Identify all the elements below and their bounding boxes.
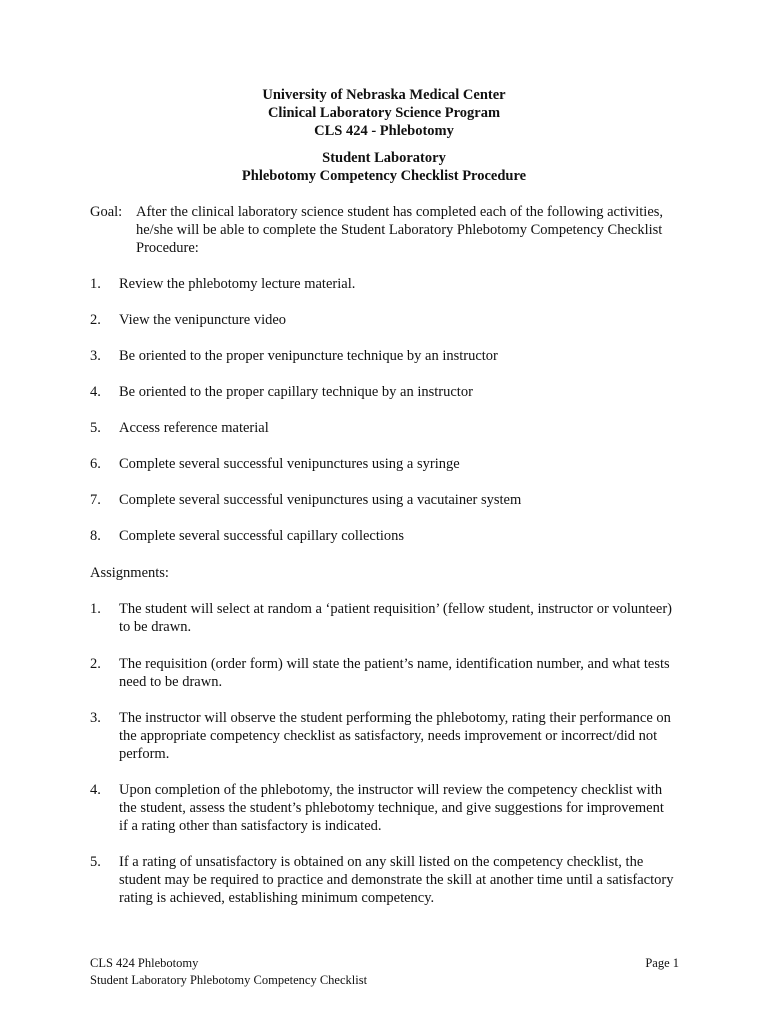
step-number: 2. — [90, 312, 101, 328]
assignment-number: 3. — [90, 710, 101, 726]
institution-name: University of Nebraska Medical Center — [262, 87, 506, 103]
step-number: 4. — [90, 384, 101, 400]
step-text: Be oriented to the proper capillary technique by an instructor — [119, 384, 473, 400]
title-line-1: Student Laboratory — [322, 150, 446, 166]
assignment-number: 2. — [90, 656, 101, 672]
assignments-heading: Assignments: — [90, 565, 169, 581]
footer-course: CLS 424 Phlebotomy — [90, 956, 199, 970]
step-number: 6. — [90, 456, 101, 472]
title-line-2: Phlebotomy Competency Checklist Procedure — [241, 168, 527, 184]
step-number: 1. — [90, 276, 101, 292]
page-number: Page 1 — [645, 956, 679, 970]
assignment-text: Upon completion of the phlebotomy, the instructor will review the competency checklist with the student, assess the student’s phlebotomy technique, and give suggestions for improvement if a rating other than satisfactory is indicated. — [119, 782, 664, 834]
footer — [90, 955, 367, 989]
step-text: Complete several successful venipunctures using a syringe — [119, 456, 460, 472]
document-title — [0, 149, 768, 185]
step-text: Review the phlebotomy lecture material. — [119, 276, 356, 292]
assignment-number: 1. — [90, 601, 101, 617]
assignment-text: The requisition (order form) will state the patient’s name, identification number, and what tests need to be drawn. — [119, 656, 670, 690]
program-name: Clinical Laboratory Science Program — [267, 105, 501, 121]
footer-document: Student Laboratory Phlebotomy Competency Checklist — [90, 973, 368, 987]
goal-text: After the clinical laboratory science student has completed each of the following activities, he/she will be able to complete the Student Laboratory Phlebotomy Competency Checklist Procedure: — [136, 204, 664, 256]
step-number: 5. — [90, 420, 101, 436]
step-text: View the venipuncture video — [119, 312, 287, 328]
step-text: Complete several successful venipunctures using a vacutainer system — [119, 492, 522, 508]
assignment-text: The instructor will observe the student performing the phlebotomy, rating their performance on the appropriate competency checklist as satisfactory, needs improvement or incorrect/did not perform. — [119, 710, 671, 762]
assignment-text: If a rating of unsatisfactory is obtained on any skill listed on the competency checklist, the student may be required to practice and demonstrate the skill at another time until a satisfactory rating is achieved, establishing minimum competency. — [119, 854, 674, 906]
step-text: Access reference material — [119, 420, 269, 436]
assignment-number: 4. — [90, 782, 101, 798]
step-text: Complete several successful capillary collections — [119, 528, 405, 544]
course-name: CLS 424 - Phlebotomy — [314, 123, 454, 139]
step-number: 8. — [90, 528, 101, 544]
step-number: 3. — [90, 348, 101, 364]
document-header — [0, 86, 768, 140]
goal-label: Goal: — [90, 204, 123, 220]
step-number: 7. — [90, 492, 101, 508]
assignment-text: The student will select at random a ‘patient requisition’ (fellow student, instructor or volunteer) to be drawn. — [119, 601, 672, 635]
assignment-number: 5. — [90, 854, 101, 870]
step-text: Be oriented to the proper venipuncture technique by an instructor — [119, 348, 498, 364]
